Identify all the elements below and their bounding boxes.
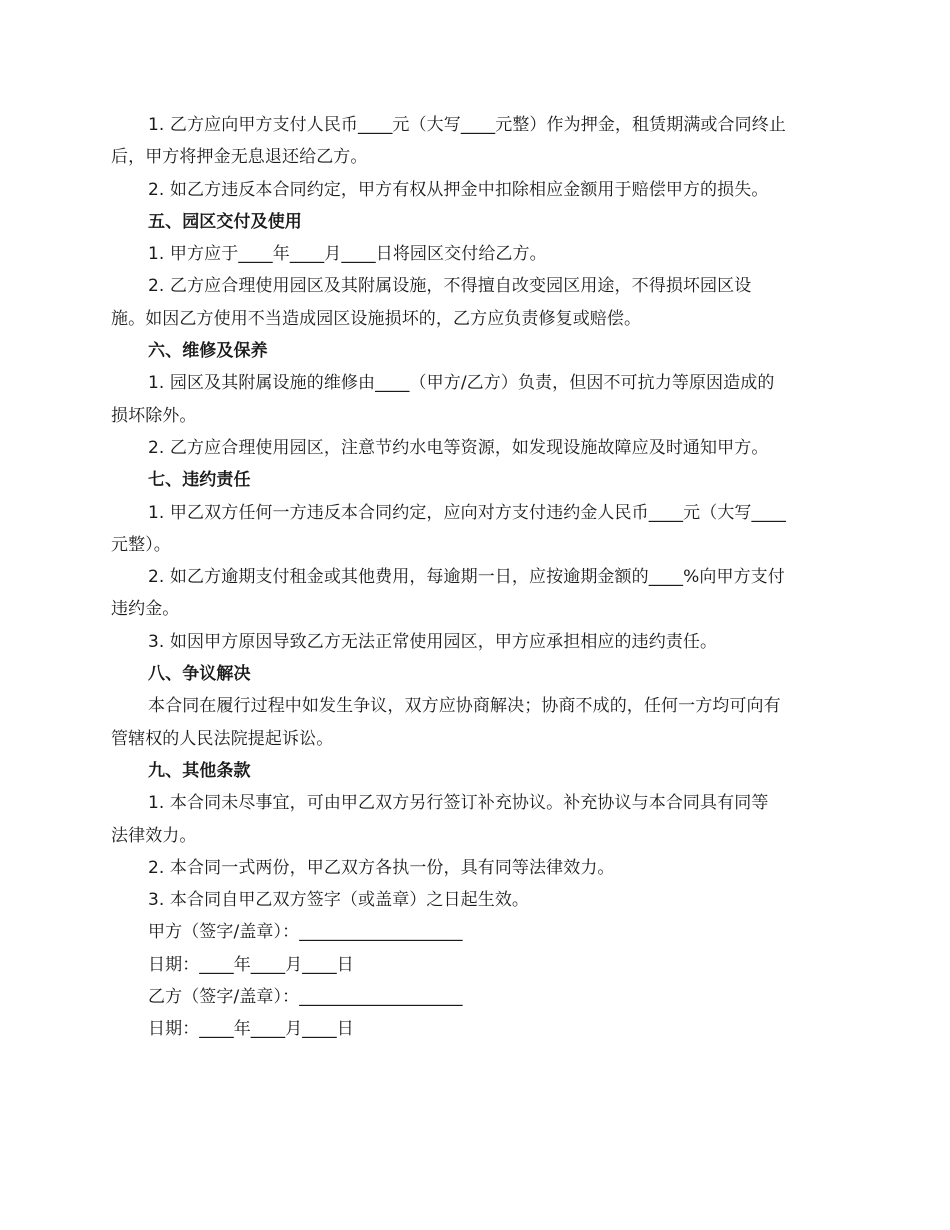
section-heading-liability: 七、违约责任 [148,470,251,491]
disputes-clause-cont: 管辖权的人民法院提起诉讼。 [111,728,334,749]
deposit-clause-1: 1. 乙方应向甲方支付人民币____元（大写____元整）作为押金，租赁期满或合同终止 [148,115,786,135]
delivery-clause-1: 1. 甲方应于____年____月____日将园区交付给乙方。 [148,244,547,265]
section-heading-delivery: 五、园区交付及使用 [148,211,302,232]
delivery-clause-2: 2. 乙方应合理使用园区及其附属设施，不得擅自改变园区用途，不得损坏园区设 [148,276,752,297]
maintenance-clause-1-cont: 损坏除外。 [111,405,197,426]
liability-clause-3: 3. 如因甲方原因导致乙方无法正常使用园区，甲方应承担相应的违约责任。 [148,631,718,652]
maintenance-clause-2: 2. 乙方应合理使用园区，注意节约水电等资源，如发现设施故障应及时通知甲方。 [148,437,769,458]
other-terms-clause-1: 1. 本合同未尽事宜，可由甲乙双方另行签订补充协议。补充协议与本合同具有同等 [148,793,769,814]
liability-clause-1: 1. 甲乙双方任何一方违反本合同约定，应向对方支付违约金人民币____元（大写____ [148,502,786,523]
party-a-signature-line: 甲方（签字/盖章）：___________________ [148,922,463,943]
party-a-date-line: 日期：____年____月____日 [148,954,354,975]
party-b-date-line: 日期：____年____月____日 [148,1019,354,1040]
other-terms-clause-2: 2. 本合同一式两份，甲乙双方各执一份，具有同等法律效力。 [148,857,615,878]
other-terms-clause-1-cont: 法律效力。 [111,825,197,846]
party-b-signature-line: 乙方（签字/盖章）：___________________ [148,987,463,1008]
disputes-clause: 本合同在履行过程中如发生争议，双方应协商解决；协商不成的，任何一方均可向有 [148,696,781,717]
section-heading-disputes: 八、争议解决 [148,664,251,685]
deposit-clause-2: 2. 如乙方违反本合同约定，甲方有权从押金中扣除相应金额用于赔偿甲方的损失。 [148,179,769,200]
maintenance-clause-1: 1. 园区及其附属设施的维修由____（甲方/乙方）负责，但因不可抗力等原因造成的 [148,373,775,394]
liability-clause-2: 2. 如乙方逾期支付租金或其他费用，每逾期一日，应按逾期金额的____%向甲方支付 [148,567,785,588]
liability-clause-1-cont: 元整）。 [111,534,171,555]
section-heading-other-terms: 九、其他条款 [148,760,251,781]
section-heading-maintenance: 六、维修及保养 [148,341,268,362]
deposit-clause-1-cont: 后，甲方将押金无息退还给乙方。 [111,147,368,168]
other-terms-clause-3: 3. 本合同自甲乙双方签字（或盖章）之日起生效。 [148,890,530,911]
delivery-clause-2-cont: 施。如因乙方使用不当造成园区设施损坏的，乙方应负责修复或赔偿。 [111,308,642,329]
liability-clause-2-cont: 违约金。 [111,599,180,620]
